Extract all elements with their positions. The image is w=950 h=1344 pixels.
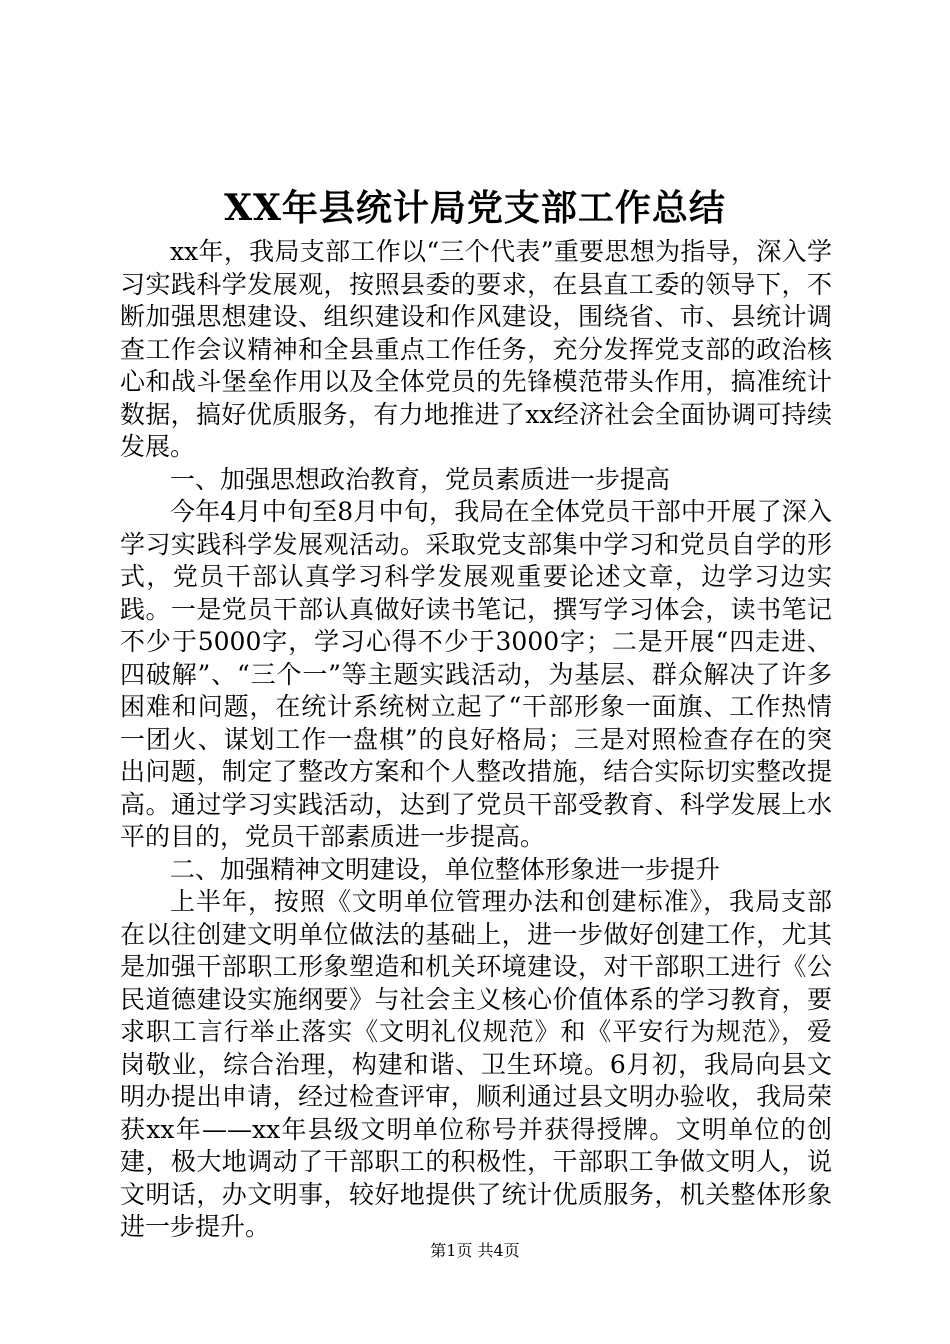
section-heading-2: 二、加强精神文明建设，单位整体形象进一步提升	[170, 854, 721, 884]
document-body	[120, 236, 832, 1244]
section-heading-1: 一、加强思想政治教育，党员素质进一步提高	[170, 464, 671, 494]
section-2-paragraph: 上半年，按照《文明单位管理办法和创建标准》，我局支部在以往创建文明单位做法的基础上，进一步做好创建工作，尤其是加强干部职工形象塑造和机关环境建设，对干部职工进行《公民道德建设实施纲要》与社会主义核心价值体系的学习教育，要求职工言行举止落实《文明礼仪规范》和《平安行为规范》，爱岗敬业，综合治理，构建和谐、卫生环境。6月初，我局向县文明办提出申请，经过检查评审，顺利通过县文明办验收，我局荣获xx年——xx年县级文明单位称号并获得授牌。文明单位的创建，极大地调动了干部职工的积极性，干部职工争做文明人，说文明话，办文明事，较好地提供了统计优质服务，机关整体形象进一步提升。	[120, 887, 832, 1241]
intro-paragraph: xx年，我局支部工作以“三个代表”重要思想为指导，深入学习实践科学发展观，按照县委的要求，在县直工委的领导下，不断加强思想建设、组织建设和作风建设，围绕省、市、县统计调查工作会议精神和全县重点工作任务，充分发挥党支部的政治核心和战斗堡垒作用以及全体党员的先锋模范带头作用，搞准统计数据，搞好优质服务，有力地推进了xx经济社会全面协调可持续发展。	[120, 237, 832, 461]
section-1-paragraph: 今年4月中旬至8月中旬，我局在全体党员干部中开展了深入学习实践科学发展观活动。采取党支部集中学习和党员自学的形式，党员干部认真学习科学发展观重要论述文章，边学习边实践。一是党员干部认真做好读书笔记，撰写学习体会，读书笔记不少于5000字，学习心得不少于3000字；二是开展“四走进、四破解”、“三个一”等主题实践活动，为基层、群众解决了许多困难和问题，在统计系统树立起了“干部形象一面旗、工作热情一团火、谋划工作一盘棋”的良好格局；三是对照检查存在的突出问题，制定了整改方案和个人整改措施，结合实际切实整改提高。通过学习实践活动，达到了党员干部受教育、科学发展上水平的目的，党员干部素质进一步提高。	[120, 497, 832, 851]
document-title: XX年县统计局党支部工作总结	[224, 187, 726, 229]
page-number-footer: 第1页 共4页	[430, 1241, 520, 1260]
